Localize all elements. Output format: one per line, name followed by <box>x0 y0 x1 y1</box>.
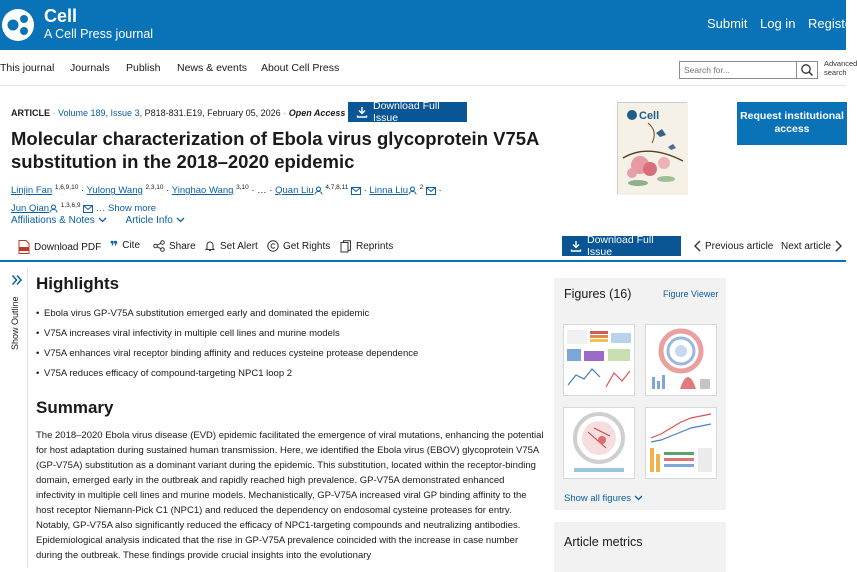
register-link[interactable]: Register <box>808 16 857 31</box>
share-button[interactable] <box>153 240 196 252</box>
chevron-down-icon <box>176 217 185 223</box>
submit-link[interactable]: Submit <box>707 16 748 31</box>
show-outline-label[interactable]: Show Outline <box>10 296 20 350</box>
get-rights-label: Get Rights <box>283 240 331 252</box>
article-toolbar <box>0 231 846 262</box>
highlights-heading: Highlights <box>36 274 120 293</box>
outline-divider <box>27 268 28 568</box>
figure-thumbnail[interactable] <box>645 407 717 479</box>
request-institutional-access-button[interactable]: Request institutional access <box>737 102 847 145</box>
author-name[interactable]: Yulong Wang <box>86 185 143 197</box>
quote-icon: ❞ <box>110 237 119 254</box>
show-more-authors-link[interactable]: … Show more <box>95 203 157 215</box>
article-info-toggle[interactable] <box>126 215 185 226</box>
cite-button[interactable] <box>110 237 141 254</box>
nav-publish[interactable]: Publish <box>126 62 161 74</box>
article-info-label: Article Info <box>125 215 173 226</box>
list-item: • Ebola virus GP-V75A substitution emerged early and dominated the epidemic <box>36 304 536 324</box>
author-affil: 4,7,8,11 <box>325 184 349 191</box>
journal-subtitle: A Cell Press journal <box>44 27 154 41</box>
author-name[interactable]: Linna Liu <box>369 185 408 197</box>
journal-name[interactable]: Cell <box>44 6 78 26</box>
figure-1-thumbnail-icon <box>564 325 634 395</box>
summary-paragraph: The 2018–2020 Ebola virus disease (EVD) epidemic facilitated the emergence of viral mutations, enhancing the potential for host adaptation during sustained human transmission. Here, we identified the Ebola virus (EBOV) glycoprotein V75A (GP-V75A) substitution as a dominant variant during the epidemic. This substitution, located within the receptor-binding domain, emerged early in the outbreak and rapidly reached high prevalence. GP-V75A demonstrated enhanced infectivity in multiple cell lines and murine models. Mechanistically, GP-V75A increased viral GP binding affinity to the host receptor Niemann-Pick C1 (NPC1) and reduced the dependency on endosomal cysteine proteases for entry. Notably, GP-V75A also significantly reduced the efficacy of NPC1-targeting compounds and neutralizing antibodies. Epidemiological analysis indicated that the rise in GP-V75A prevalence coincided with the increase in case number during the outbreak. These findings provide crucial insights into the evolutionary <box>36 430 544 561</box>
chevron-left-icon <box>694 240 701 252</box>
reprints-icon <box>340 240 352 253</box>
list-item: • V75A increases viral infectivity in multiple cell lines and murine models <box>36 324 536 344</box>
author-separator: · <box>438 185 442 197</box>
email-icon[interactable] <box>351 187 361 195</box>
author-separator: · <box>363 185 367 197</box>
author-list <box>11 180 571 216</box>
affiliations-label: Affiliations & Notes <box>11 215 95 226</box>
author-item <box>11 185 84 196</box>
author-affil: 1,6,9,10 <box>54 184 79 191</box>
reprints-label: Reprints <box>356 241 394 252</box>
login-link[interactable]: Log in <box>760 16 796 31</box>
highlights-list <box>36 304 536 384</box>
reprints-button[interactable] <box>340 240 393 253</box>
cover-artwork-icon <box>618 103 688 195</box>
figure-3-thumbnail-icon <box>564 408 634 478</box>
person-icon[interactable] <box>408 186 417 195</box>
chevron-down-icon <box>634 495 643 501</box>
cite-label: Cite <box>122 240 141 251</box>
site-header <box>0 0 857 50</box>
nav-about[interactable]: About Cell Press <box>261 62 340 74</box>
author-item <box>369 185 441 196</box>
volume-issue-link[interactable]: Volume 189, Issue 3, <box>58 108 143 118</box>
previous-article-label: Previous article <box>705 240 774 252</box>
chevron-down-icon <box>98 217 107 223</box>
article-info-row <box>11 215 185 226</box>
author-affil: 1,3,6,9 <box>60 202 81 210</box>
nav-news-events[interactable]: News & events <box>177 62 248 74</box>
author-name[interactable]: Yinghao Wang <box>171 185 234 197</box>
get-rights-button[interactable] <box>267 240 330 252</box>
figures-panel <box>554 278 726 510</box>
author-affil: 3,10 <box>236 184 249 191</box>
person-icon[interactable] <box>314 186 323 195</box>
figure-viewer-link[interactable]: Figure Viewer <box>663 289 719 299</box>
set-alert-label: Set Alert <box>220 240 258 252</box>
download-icon <box>356 106 368 118</box>
svg-text:Cell: Cell <box>639 110 660 122</box>
advanced-search-link[interactable]: Advanced search <box>824 59 857 77</box>
pdf-icon <box>18 240 30 254</box>
author-item <box>11 203 93 214</box>
download-full-issue-label: Download Full Issue <box>373 100 440 124</box>
author-separator: · … · <box>251 185 273 197</box>
figure-thumbnail[interactable] <box>563 407 635 479</box>
author-affil: 2 <box>419 184 424 191</box>
figure-4-thumbnail-icon <box>646 408 716 478</box>
show-all-figures-link[interactable] <box>564 493 643 504</box>
download-pdf-label: Download PDF <box>34 241 102 253</box>
author-name[interactable]: Linjin Fan <box>11 185 53 197</box>
copyright-icon <box>267 240 279 252</box>
author-item <box>275 185 367 196</box>
cell-press-logo-icon[interactable] <box>0 4 40 46</box>
article-title: Molecular characterization of Ebola virus glycoprotein V75A substitution in the 2018–2020 epidemic <box>11 128 539 172</box>
double-chevron-right-icon <box>11 274 23 286</box>
next-article-label: Next article <box>781 240 832 252</box>
bell-icon <box>204 240 216 252</box>
pages-date: P818-831.E19, February 05, 2026 <box>144 108 281 118</box>
author-affil: 2,3,10 <box>145 184 164 191</box>
download-icon <box>570 240 582 252</box>
search-input[interactable] <box>679 61 797 79</box>
list-item: • V75A reduces efficacy of compound-targeting NPC1 loop 2 <box>36 364 536 384</box>
email-icon[interactable] <box>83 205 93 213</box>
affiliations-toggle[interactable] <box>11 215 107 226</box>
article-meta: ARTICLE · Volume 189, Issue 3, P818-831.E19, February 05, 2026 · Open Access <box>11 108 346 118</box>
summary-heading: Summary <box>36 398 114 417</box>
article-metrics-title: Article metrics <box>564 535 643 549</box>
show-all-figures-label: Show all figures <box>564 493 632 504</box>
share-label: Share <box>169 240 196 252</box>
toolbar-download-full-issue-button[interactable] <box>562 236 681 256</box>
author-separator: · <box>166 185 170 197</box>
previous-article-link[interactable] <box>694 240 773 252</box>
author-separator: · <box>80 185 85 197</box>
nav-journals[interactable]: Journals <box>70 62 110 74</box>
figure-thumbnail[interactable] <box>563 324 635 396</box>
share-icon <box>153 240 165 252</box>
set-alert-button[interactable] <box>204 240 258 252</box>
list-item: • V75A enhances viral receptor binding affinity and reduces cysteine protease dependence <box>36 344 536 364</box>
download-full-issue-button[interactable] <box>348 102 467 122</box>
figures-title: Figures (16) <box>564 287 632 301</box>
figure-2-thumbnail-icon <box>646 325 716 395</box>
author-item <box>172 185 273 196</box>
chevron-right-icon <box>835 240 842 252</box>
download-pdf-button[interactable] <box>18 240 101 254</box>
search-button[interactable] <box>797 61 818 79</box>
author-item <box>87 185 170 196</box>
article-type: ARTICLE <box>11 108 50 118</box>
toolbar-download-label: Download Full Issue <box>587 234 654 258</box>
author-name[interactable]: Jun Qian <box>11 203 50 215</box>
author-name[interactable]: Quan Liu <box>275 185 314 197</box>
figure-thumbnail[interactable] <box>645 324 717 396</box>
article-metrics-panel <box>554 522 726 572</box>
nav-this-journal[interactable]: This journal <box>0 62 55 74</box>
open-access-label: Open Access <box>288 108 346 118</box>
person-icon[interactable] <box>49 204 58 213</box>
next-article-link[interactable] <box>781 240 842 252</box>
search-icon <box>797 62 817 78</box>
email-icon[interactable] <box>426 187 436 195</box>
journal-cover-image[interactable] <box>617 102 687 194</box>
